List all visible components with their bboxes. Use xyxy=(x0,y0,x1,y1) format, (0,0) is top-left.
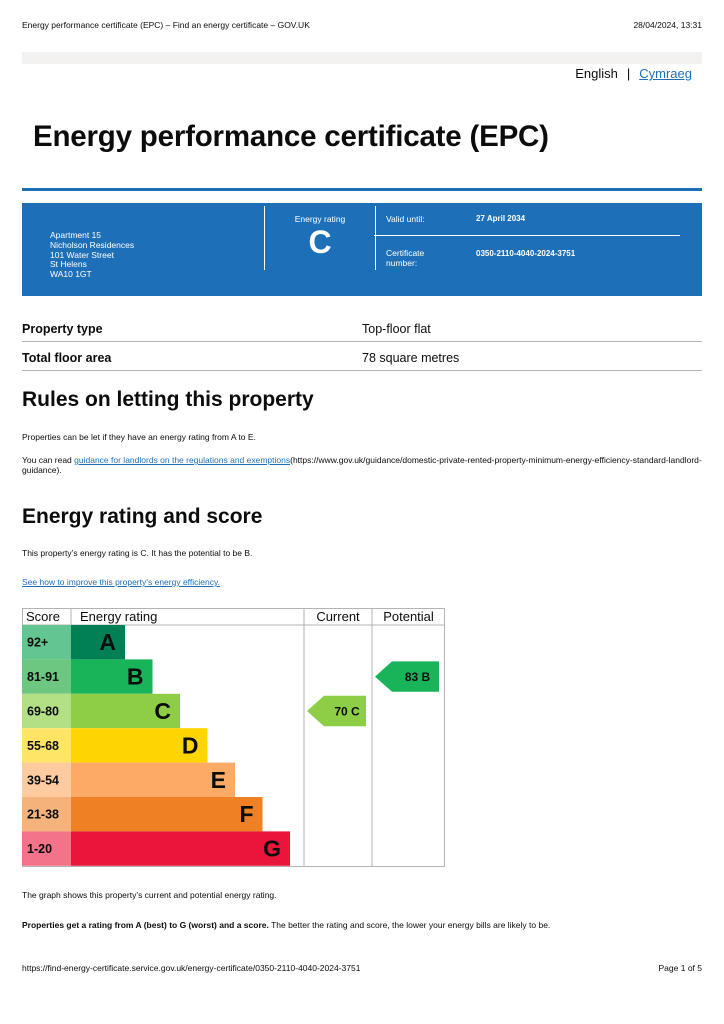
rating-letter: C xyxy=(154,698,171,724)
page-title: Energy performance certificate (EPC) xyxy=(33,120,549,153)
rating-letter: F xyxy=(239,801,254,828)
guidance-suffix: . xyxy=(59,465,62,475)
energy-rating-chart xyxy=(22,608,445,867)
rules-paragraph: Properties can be let if they have an energy rating from A to E. xyxy=(22,432,256,442)
rating-letter: G xyxy=(263,835,281,862)
summary-divider xyxy=(375,206,376,270)
print-footer-page: Page 1 of 5 xyxy=(658,963,702,973)
rating-bar-f xyxy=(71,797,263,831)
score-range-label: 1-20 xyxy=(27,842,53,857)
guidance-link[interactable]: guidance for landlords on the regulations and exemptions xyxy=(74,455,291,465)
epc-summary-box xyxy=(22,203,702,296)
print-header-datetime: 28/04/2024, 13:31 xyxy=(633,20,702,30)
potential-column-header: Potential xyxy=(383,609,434,624)
rating-explanation-rest: The better the rating and score, the lower your energy bills are likely to be. xyxy=(268,920,551,930)
address-line: Apartment 15 xyxy=(50,230,102,240)
rating-letter: D xyxy=(181,732,199,759)
print-header-title: Energy performance certificate (EPC) – Find an energy certificate – GOV.UK xyxy=(22,20,310,30)
floor-area-row xyxy=(22,342,702,371)
property-type-row xyxy=(22,313,702,342)
language-current: English xyxy=(575,66,618,81)
valid-until-label: Valid until: xyxy=(386,214,425,224)
potential-rating-label: 83 B xyxy=(404,670,431,685)
improve-efficiency-link[interactable]: See how to improve this property’s energy efficiency. xyxy=(22,577,220,587)
address-line: Nicholson Residences xyxy=(50,239,135,250)
language-switcher xyxy=(575,66,692,81)
guidance-url: (https://www.gov.uk/guidance/domestic-private-rented-property-minimum-energy-efficiency-standard-landlord-guidance) xyxy=(22,455,702,475)
rules-heading: Rules on letting this property xyxy=(22,388,314,411)
score-range-label: 92+ xyxy=(27,635,49,650)
energy-rating-graph xyxy=(22,608,445,867)
score-range-label: 69-80 xyxy=(27,704,59,719)
language-separator: | xyxy=(626,66,631,81)
guidance-paragraph xyxy=(22,455,702,475)
energy-rating-letter: C xyxy=(308,224,332,260)
rating-bar-a xyxy=(71,625,125,659)
language-welsh-link[interactable]: Cymraeg xyxy=(639,66,692,81)
header-bar xyxy=(22,52,702,64)
floor-area-label: Total floor area xyxy=(22,351,112,365)
guidance-prefix: You can read xyxy=(22,455,75,465)
score-column-header: Score xyxy=(26,609,60,624)
improve-link-paragraph xyxy=(22,577,220,587)
rating-letter: B xyxy=(126,663,144,690)
valid-until-value: 27 April 2034 xyxy=(476,214,526,223)
rating-bar-g xyxy=(71,831,290,865)
current-column-header: Current xyxy=(316,609,360,624)
rating-letter: E xyxy=(210,766,226,793)
address-line: 101 Water Street xyxy=(50,249,114,260)
score-heading: Energy rating and score xyxy=(22,505,263,528)
certificate-number-label: Certificate number: xyxy=(386,248,425,268)
property-type-value: Top-floor flat xyxy=(362,322,431,336)
score-range-label: 21-38 xyxy=(27,807,59,822)
summary-row-divider xyxy=(374,235,680,236)
property-address xyxy=(50,231,134,280)
energy-rating-label: Energy rating xyxy=(294,214,346,224)
print-footer-url: https://find-energy-certificate.service.gov.uk/energy-certificate/0350-2110-4040-2024-3751 xyxy=(22,963,361,973)
current-rating-label: 70 C xyxy=(334,704,360,719)
energy-rating-column-header: Energy rating xyxy=(80,609,158,624)
title-divider xyxy=(22,188,702,191)
floor-area-value: 78 square metres xyxy=(362,351,460,365)
address-line: St Helens xyxy=(50,259,87,270)
address-line: WA10 1GT xyxy=(50,269,92,280)
print-header xyxy=(22,20,702,34)
rating-explanation xyxy=(22,920,550,930)
score-range-label: 39-54 xyxy=(27,773,59,788)
score-range-label: 55-68 xyxy=(27,738,59,753)
rating-explanation-bold: Properties get a rating from A (best) to G (worst) and a score. xyxy=(22,920,269,930)
rating-letter: A xyxy=(99,629,116,656)
score-paragraph: This property’s energy rating is C. It has the potential to be B. xyxy=(22,548,253,558)
chart-caption: The graph shows this property’s current and potential energy rating. xyxy=(22,890,277,900)
property-type-label: Property type xyxy=(22,322,103,336)
score-range-label: 81-91 xyxy=(27,670,59,685)
certificate-number-value: 0350-2110-4040-2024-3751 xyxy=(476,249,576,258)
